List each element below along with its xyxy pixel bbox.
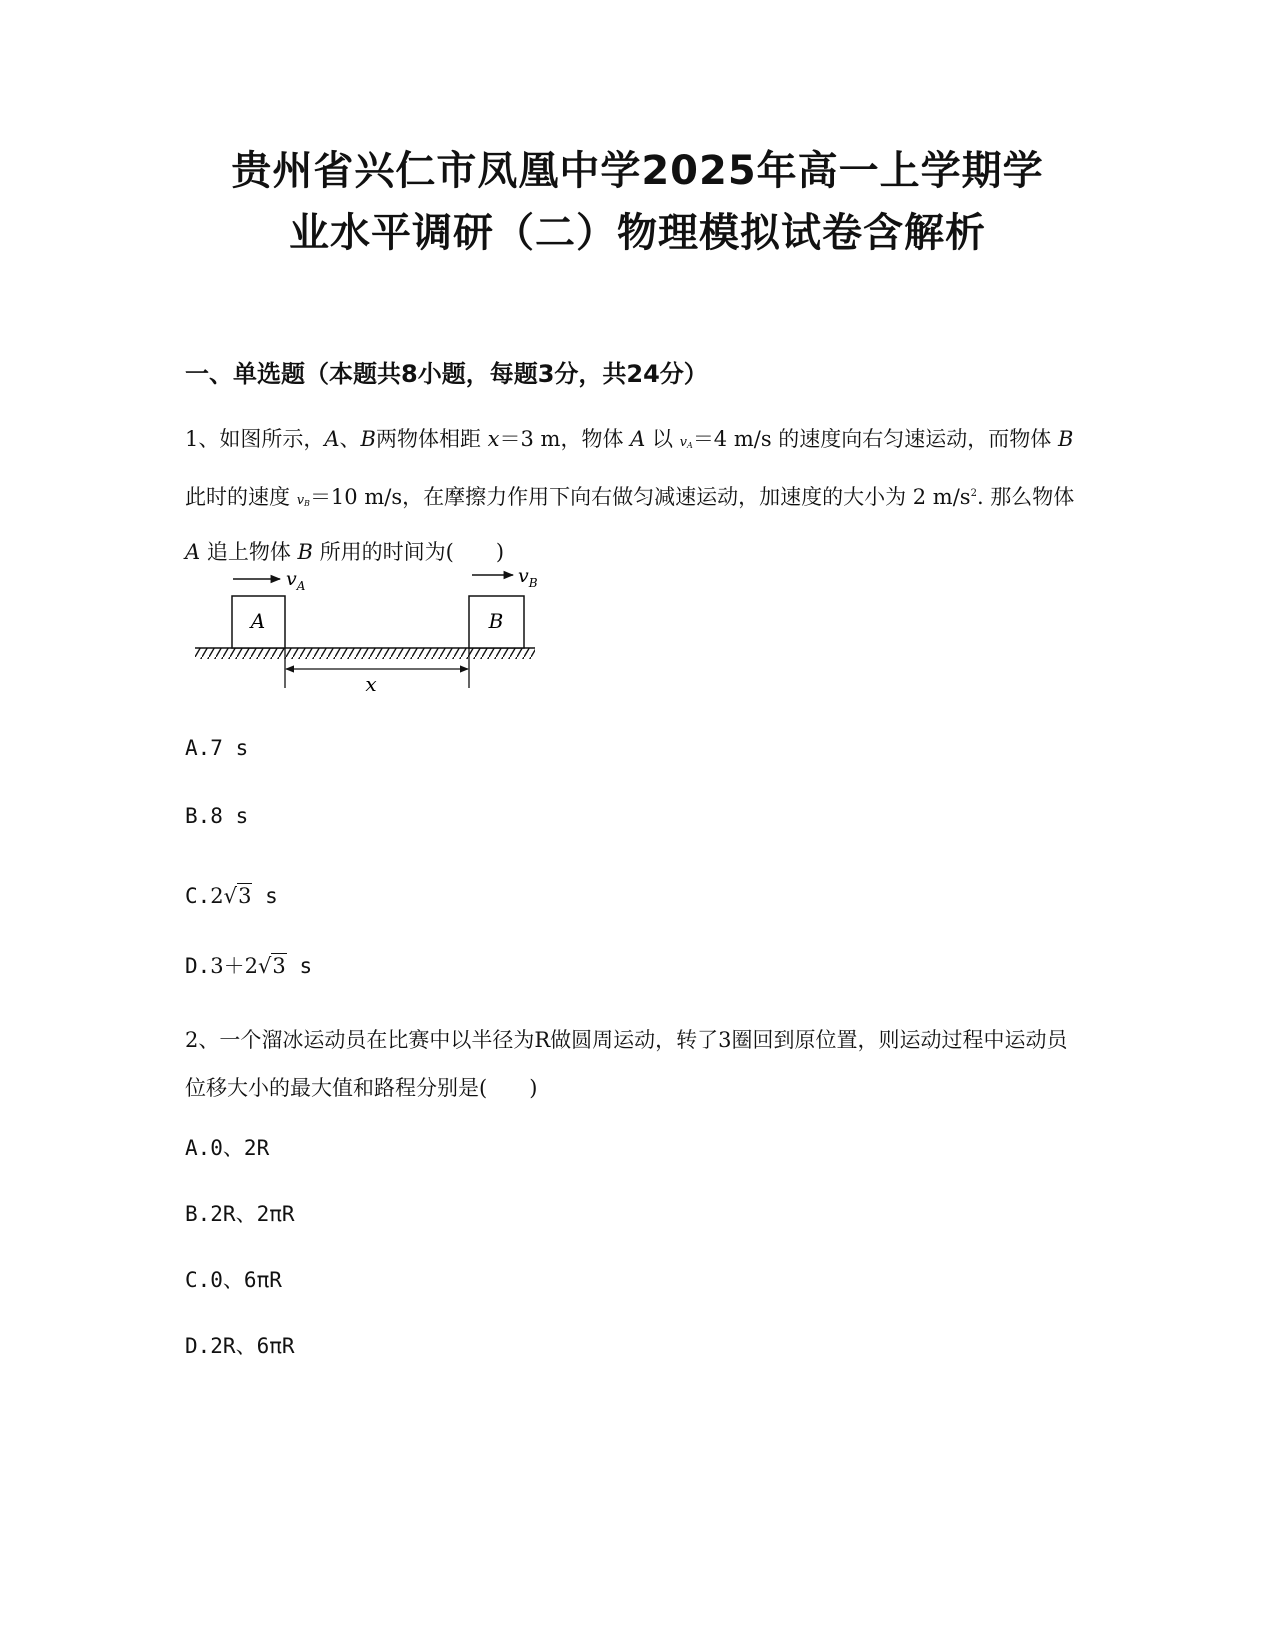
q1-segment: . 那么物体 xyxy=(976,485,1075,509)
var-A: A xyxy=(630,427,646,451)
q1-option-c[interactable] xyxy=(185,880,278,912)
q1-segment: 所用的时间为( ) xyxy=(312,540,505,564)
sqrt-symbol: √ xyxy=(258,954,272,978)
title-line-2: 业水平调研（二）物理模拟试卷含解析 xyxy=(289,210,986,256)
q1-option-b[interactable]: B.8 s xyxy=(185,804,249,828)
block-A-label: A xyxy=(250,609,266,633)
var-B: B xyxy=(360,427,376,451)
option-d-unit: s xyxy=(286,954,313,978)
option-c-prefix: C. xyxy=(185,884,211,908)
subscript-A: A xyxy=(687,441,693,450)
option-c-coefficient: 2 xyxy=(210,884,224,908)
motion-diagram xyxy=(195,565,545,700)
q1-segment: 两物体相距 xyxy=(375,427,488,451)
var-x: x xyxy=(487,427,500,451)
velocity-A-label: $v_A$ xyxy=(286,568,306,593)
var-vB xyxy=(297,493,310,508)
q1-segment: 、 xyxy=(339,427,361,451)
q1-option-d[interactable] xyxy=(185,950,312,982)
var-v: v xyxy=(296,493,305,508)
distance-label: x xyxy=(365,672,377,696)
var-B: B xyxy=(297,540,313,564)
option-c-radicand: 3 xyxy=(238,884,252,908)
option-d-expression: 3＋2 xyxy=(210,954,259,978)
subscript-B: B xyxy=(304,499,310,508)
q2-option-b[interactable]: B.2R、2πR xyxy=(185,1202,295,1226)
var-B: B xyxy=(1057,427,1074,451)
q1-segment: ＝10 m/s，在摩擦力作用下向右做匀减速运动，加速度的大小为 2 m/s xyxy=(309,485,971,509)
var-A: A xyxy=(185,540,201,564)
q1-segment: 此时的速度 xyxy=(185,485,297,509)
var-vA xyxy=(680,435,693,450)
var-A: A xyxy=(324,427,340,451)
q1-segment: ＝3 m，物体 xyxy=(499,427,631,451)
question-2-text: 2、一个溜冰运动员在比赛中以半径为R做圆周运动，转了3圈回到原位置，则运动过程中运动员位移大小的最大值和路程分别是( ) xyxy=(185,1028,1068,1100)
q1-segment: 1、如图所示， xyxy=(185,427,325,451)
question-1-text xyxy=(185,415,1085,576)
option-d-radicand: 3 xyxy=(272,954,286,978)
page-title xyxy=(150,140,1125,264)
velocity-B-label: $v_B$ xyxy=(518,565,538,590)
option-d-prefix: D. xyxy=(185,954,211,978)
q1-segment: 以 xyxy=(645,427,680,451)
sqrt-symbol: √ xyxy=(223,884,238,908)
title-line-1: 贵州省兴仁市凤凰中学2025年高一上学期学 xyxy=(231,148,1044,194)
q2-option-a[interactable]: A.0、2R xyxy=(185,1136,270,1160)
q1-option-a[interactable]: A.7 s xyxy=(185,736,249,760)
section-heading: 一、单选题（本题共8小题，每题3分，共24分） xyxy=(185,360,708,388)
q2-option-c[interactable]: C.0、6πR xyxy=(185,1268,282,1292)
q1-segment: 追上物体 xyxy=(200,540,298,564)
block-B-label: B xyxy=(488,609,504,633)
exponent: 2 xyxy=(970,488,977,499)
var-v: v xyxy=(679,435,688,450)
option-c-unit: s xyxy=(252,884,278,908)
q1-segment: ＝4 m/s 的速度向右匀速运动，而物体 xyxy=(692,427,1058,451)
q2-option-d[interactable]: D.2R、6πR xyxy=(185,1334,295,1358)
ground-hatch xyxy=(195,648,535,659)
